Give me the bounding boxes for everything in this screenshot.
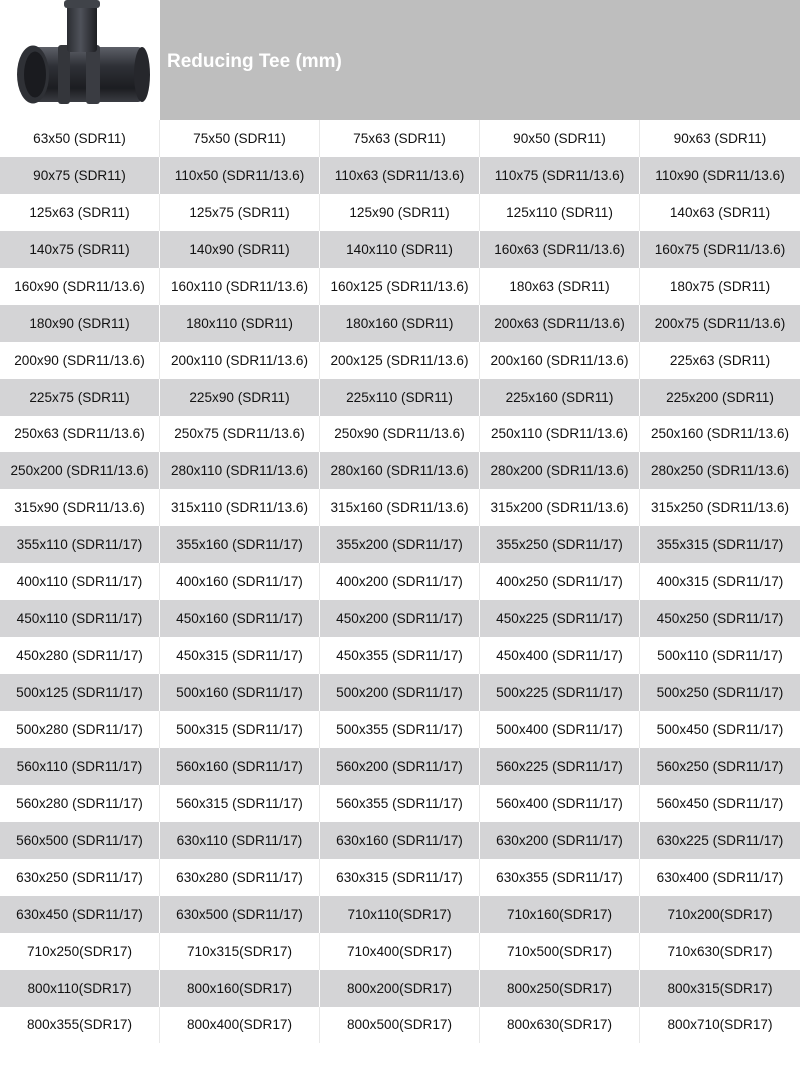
table-cell: 225x75 (SDR11) [0, 379, 160, 416]
table-cell: 500x110 (SDR11/17) [657, 648, 783, 664]
table-cell: 630x110 (SDR11/17) [160, 822, 320, 859]
table-cell: 200x90 (SDR11/13.6) [0, 342, 160, 379]
table-cell: 200x110 (SDR11/13.6) [160, 342, 320, 379]
table-cell: 250x200 (SDR11/13.6) [0, 452, 160, 489]
table-cell: 630x355 (SDR11/17) [480, 859, 640, 896]
table-cell: 140x63 (SDR11) [669, 204, 771, 220]
sizes-table [0, 120, 800, 1043]
table-row [0, 526, 800, 563]
table-cell: 500x400 (SDR11/17) [480, 711, 640, 748]
table-cell: 710x400(SDR17) [320, 933, 480, 970]
table-cell: 710x500(SDR17) [480, 933, 640, 970]
table-cell: 710x200(SDR17) [667, 906, 773, 922]
table-cell: 710x315(SDR17) [160, 933, 320, 970]
table-cell: 450x315 (SDR11/17) [160, 637, 320, 674]
table-cell: 800x110(SDR17) [0, 970, 160, 1007]
table-cell: 225x90 (SDR11) [160, 379, 320, 416]
table-row [0, 674, 800, 711]
table-cell: 400x250 (SDR11/17) [480, 563, 640, 600]
table-cell: 250x75 (SDR11/13.6) [160, 416, 320, 453]
table-cell: 75x50 (SDR11) [160, 120, 320, 157]
table-row [0, 933, 800, 970]
table-row [0, 489, 800, 526]
table-cell: 355x250 (SDR11/17) [480, 526, 640, 563]
table-cell: 355x200 (SDR11/17) [320, 526, 480, 563]
table-row [0, 711, 800, 748]
table-row [0, 970, 800, 1007]
table-cell: 630x160 (SDR11/17) [320, 822, 480, 859]
table-cell: 800x500(SDR17) [320, 1007, 480, 1044]
table-cell: 250x110 (SDR11/13.6) [480, 416, 640, 453]
table-cell: 450x225 (SDR11/17) [480, 600, 640, 637]
table-cell: 450x200 (SDR11/17) [320, 600, 480, 637]
table-cell: 560x355 (SDR11/17) [320, 785, 480, 822]
table-cell: 710x630(SDR17) [667, 943, 773, 959]
table-cell: 75x63 (SDR11) [320, 120, 480, 157]
table-cell: 800x200(SDR17) [320, 970, 480, 1007]
table-cell: 450x250 (SDR11/17) [656, 611, 784, 627]
table-cell: 315x90 (SDR11/13.6) [0, 489, 160, 526]
table-cell: 280x250 (SDR11/13.6) [650, 463, 790, 479]
table-cell: 160x110 (SDR11/13.6) [160, 268, 320, 305]
table-cell: 500x250 (SDR11/17) [656, 685, 784, 701]
table-cell: 500x200 (SDR11/17) [320, 674, 480, 711]
table-cell: 560x110 (SDR11/17) [0, 748, 160, 785]
table-cell: 355x110 (SDR11/17) [0, 526, 160, 563]
table-cell: 560x250 (SDR11/17) [656, 758, 784, 774]
table-cell: 500x160 (SDR11/17) [160, 674, 320, 711]
table-cell: 160x125 (SDR11/13.6) [320, 268, 480, 305]
table-row [0, 896, 800, 933]
table-cell: 355x315 (SDR11/17) [656, 537, 784, 553]
table-cell: 180x160 (SDR11) [320, 305, 480, 342]
table-cell: 800x710(SDR17) [667, 1017, 773, 1033]
table-cell: 400x200 (SDR11/17) [320, 563, 480, 600]
table-cell: 160x63 (SDR11/13.6) [480, 231, 640, 268]
table-cell: 200x125 (SDR11/13.6) [320, 342, 480, 379]
table-cell: 800x355(SDR17) [0, 1007, 160, 1044]
table-cell: 500x355 (SDR11/17) [320, 711, 480, 748]
table-cell: 630x500 (SDR11/17) [160, 896, 320, 933]
table-row [0, 600, 800, 637]
table-cell: 450x110 (SDR11/17) [0, 600, 160, 637]
table-cell: 125x75 (SDR11) [160, 194, 320, 231]
table-row [0, 416, 800, 453]
table-cell: 630x225 (SDR11/17) [656, 832, 784, 848]
table-cell: 630x200 (SDR11/17) [480, 822, 640, 859]
table-cell: 280x160 (SDR11/13.6) [320, 452, 480, 489]
table-row [0, 563, 800, 600]
page-title: Reducing Tee (mm) [167, 51, 342, 72]
table-row [0, 785, 800, 822]
table-cell: 800x315(SDR17) [667, 980, 773, 996]
table-row [0, 305, 800, 342]
table-cell: 400x110 (SDR11/17) [0, 563, 160, 600]
table-cell: 315x250 (SDR11/13.6) [650, 500, 790, 516]
table-cell: 315x200 (SDR11/13.6) [480, 489, 640, 526]
table-cell: 560x160 (SDR11/17) [160, 748, 320, 785]
table-cell: 630x450 (SDR11/17) [0, 896, 160, 933]
table-cell: 63x50 (SDR11) [0, 120, 160, 157]
table-cell: 125x63 (SDR11) [0, 194, 160, 231]
table-cell: 200x75 (SDR11/13.6) [654, 315, 786, 331]
table-row [0, 157, 800, 194]
table-cell: 500x125 (SDR11/17) [0, 674, 160, 711]
table-cell: 140x110 (SDR11) [320, 231, 480, 268]
table-cell: 250x63 (SDR11/13.6) [0, 416, 160, 453]
table-cell: 315x110 (SDR11/13.6) [160, 489, 320, 526]
table-cell: 500x280 (SDR11/17) [0, 711, 160, 748]
table-cell: 225x200 (SDR11) [666, 389, 774, 405]
table-cell: 180x110 (SDR11) [160, 305, 320, 342]
table-row [0, 379, 800, 416]
table-row [0, 859, 800, 896]
table-cell: 250x90 (SDR11/13.6) [320, 416, 480, 453]
table-cell: 90x63 (SDR11) [673, 130, 767, 146]
table-cell: 630x280 (SDR11/17) [160, 859, 320, 896]
table-row [0, 452, 800, 489]
table-cell: 400x160 (SDR11/17) [160, 563, 320, 600]
table-cell: 560x450 (SDR11/17) [656, 795, 784, 811]
table-row [0, 1007, 800, 1044]
title-banner [160, 0, 800, 120]
table-cell: 225x110 (SDR11) [320, 379, 480, 416]
table-cell: 110x75 (SDR11/13.6) [480, 157, 640, 194]
table-row [0, 194, 800, 231]
table-cell: 500x225 (SDR11/17) [480, 674, 640, 711]
table-cell: 200x160 (SDR11/13.6) [480, 342, 640, 379]
table-row [0, 637, 800, 674]
table-cell: 500x450 (SDR11/17) [656, 721, 784, 737]
table-cell: 110x90 (SDR11/13.6) [655, 167, 785, 183]
table-cell: 800x160(SDR17) [160, 970, 320, 1007]
table-cell: 450x400 (SDR11/17) [480, 637, 640, 674]
table-cell: 225x63 (SDR11) [669, 352, 771, 368]
table-cell: 560x400 (SDR11/17) [480, 785, 640, 822]
table-cell: 560x200 (SDR11/17) [320, 748, 480, 785]
table-cell: 355x160 (SDR11/17) [160, 526, 320, 563]
table-cell: 710x250(SDR17) [0, 933, 160, 970]
table-cell: 450x280 (SDR11/17) [0, 637, 160, 674]
product-photo [0, 0, 160, 120]
table-cell: 560x280 (SDR11/17) [0, 785, 160, 822]
table-cell: 140x90 (SDR11) [160, 231, 320, 268]
table-cell: 315x160 (SDR11/13.6) [320, 489, 480, 526]
table-cell: 630x250 (SDR11/17) [0, 859, 160, 896]
table-cell: 500x315 (SDR11/17) [160, 711, 320, 748]
table-cell: 160x90 (SDR11/13.6) [0, 268, 160, 305]
table-cell: 90x50 (SDR11) [480, 120, 640, 157]
table-cell: 800x630(SDR17) [480, 1007, 640, 1044]
table-cell: 110x50 (SDR11/13.6) [160, 157, 320, 194]
table-cell: 450x160 (SDR11/17) [160, 600, 320, 637]
table-cell: 140x75 (SDR11) [0, 231, 160, 268]
table-cell: 280x110 (SDR11/13.6) [160, 452, 320, 489]
table-cell: 90x75 (SDR11) [0, 157, 160, 194]
table-cell: 710x110(SDR17) [320, 896, 480, 933]
table-cell: 160x75 (SDR11/13.6) [654, 241, 786, 257]
table-cell: 400x315 (SDR11/17) [656, 574, 784, 590]
table-row [0, 748, 800, 785]
table-cell: 200x63 (SDR11/13.6) [480, 305, 640, 342]
table-row [0, 268, 800, 305]
table-row [0, 342, 800, 379]
table-row [0, 822, 800, 859]
table-cell: 710x160(SDR17) [480, 896, 640, 933]
table-cell: 630x315 (SDR11/17) [320, 859, 480, 896]
page-header [0, 0, 800, 120]
table-row [0, 120, 800, 157]
table-cell: 560x315 (SDR11/17) [160, 785, 320, 822]
table-cell: 560x500 (SDR11/17) [0, 822, 160, 859]
table-cell: 560x225 (SDR11/17) [480, 748, 640, 785]
table-cell: 125x110 (SDR11) [480, 194, 640, 231]
table-cell: 180x90 (SDR11) [0, 305, 160, 342]
table-cell: 800x400(SDR17) [160, 1007, 320, 1044]
table-cell: 630x400 (SDR11/17) [656, 869, 784, 885]
table-cell: 800x250(SDR17) [480, 970, 640, 1007]
table-cell: 250x160 (SDR11/13.6) [650, 426, 790, 442]
table-cell: 125x90 (SDR11) [320, 194, 480, 231]
table-cell: 110x63 (SDR11/13.6) [320, 157, 480, 194]
table-cell: 180x75 (SDR11) [669, 278, 771, 294]
table-row [0, 231, 800, 268]
table-cell: 180x63 (SDR11) [480, 268, 640, 305]
table-cell: 450x355 (SDR11/17) [320, 637, 480, 674]
table-cell: 225x160 (SDR11) [480, 379, 640, 416]
reducing-tee-image [0, 0, 160, 120]
table-cell: 280x200 (SDR11/13.6) [480, 452, 640, 489]
